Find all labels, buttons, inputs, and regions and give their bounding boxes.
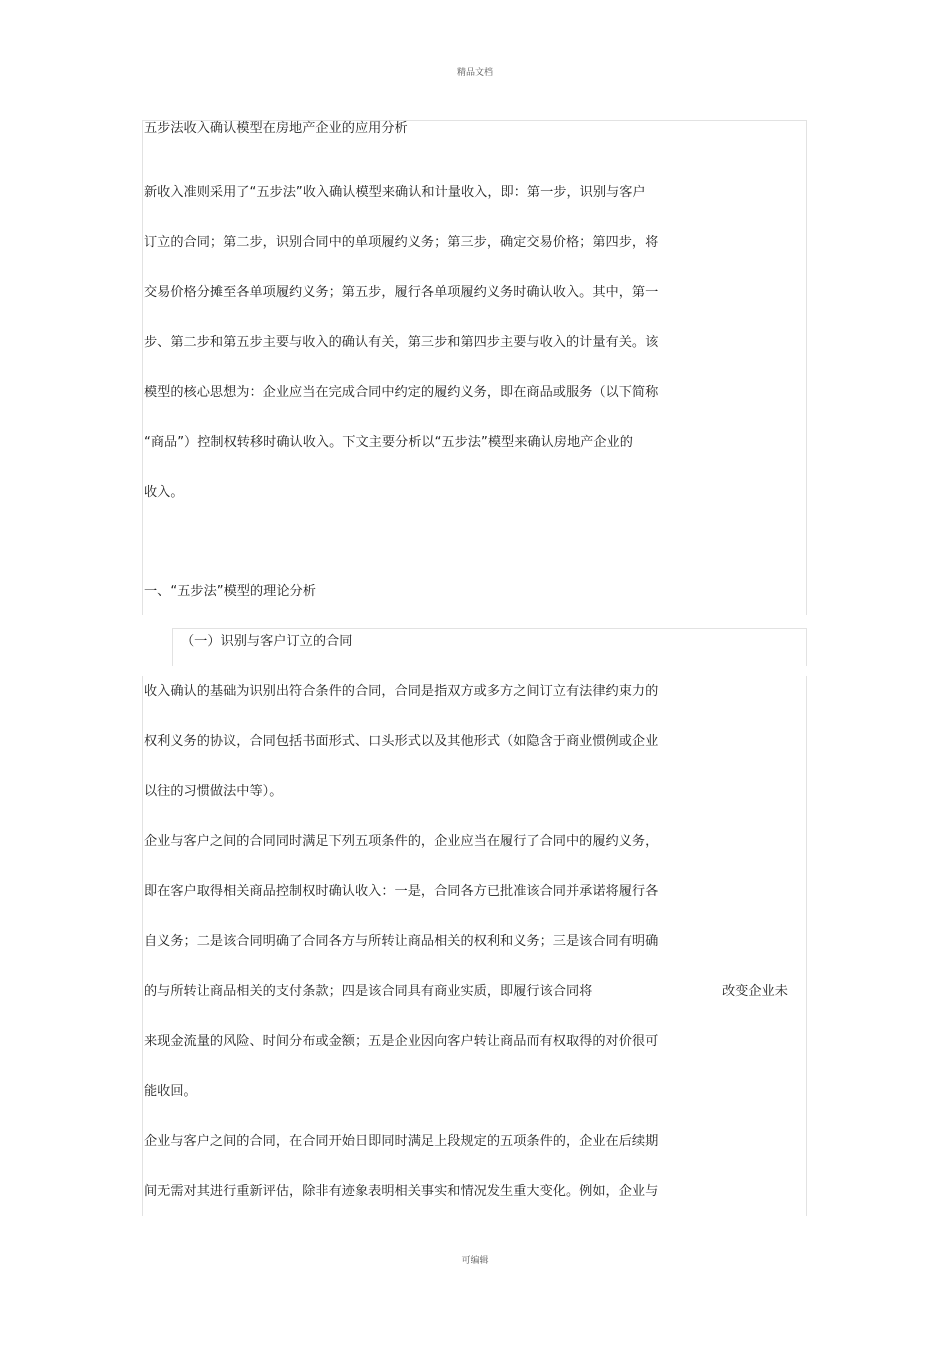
intro-line: 新收入准则采用了“五步法”收入确认模型来确认和计量收入，即：第一步，识别与客户 xyxy=(144,185,646,200)
document-title: 五步法收入确认模型在房地产企业的应用分析 xyxy=(144,121,408,136)
intro-line: 订立的合同；第二步，识别合同中的单项履约义务；第三步，确定交易价格；第四步，将 xyxy=(144,235,659,250)
section-heading: 一、“五步法”模型的理论分析 xyxy=(144,584,316,599)
subsection-heading: （一）识别与客户订立的合同 xyxy=(181,634,353,649)
paragraph1-line: 以往的习惯做法中等）。 xyxy=(144,784,283,799)
intro-line: 交易价格分摊至各单项履约义务；第五步，履行各单项履约义务时确认收入。其中，第一 xyxy=(144,285,659,300)
paragraph1-line: 权利义务的协议，合同包括书面形式、口头形式以及其他形式（如隐含于商业惯例或企业 xyxy=(144,734,659,749)
body-frame-left-border xyxy=(142,676,143,1216)
paragraph2-line: 的与所转让商品相关的支付条款；四是该合同具有商业实质，即履行该合同将 xyxy=(144,984,593,999)
frame-left-border xyxy=(142,120,143,615)
subsection-frame-left-border xyxy=(172,628,173,666)
header-mark: 精品文档 xyxy=(456,68,493,78)
paragraph2-line: 企业与客户之间的合同同时满足下列五项条件的，企业应当在履行了合同中的履约义务， xyxy=(144,834,659,849)
intro-line: “商品”）控制权转移时确认收入。下文主要分析以“五步法”模型来确认房地产企业的 xyxy=(144,435,633,450)
paragraph2-floating-text: 改变企业未 xyxy=(722,984,788,999)
footer-mark: 可编辑 xyxy=(461,1256,489,1266)
paragraph1-line: 收入确认的基础为识别出符合条件的合同，合同是指双方或多方之间订立有法律约束力的 xyxy=(144,684,659,699)
paragraph2-line: 来现金流量的风险、时间分布或金额；五是企业因向客户转让商品而有权取得的对价很可 xyxy=(144,1034,659,1049)
intro-line: 收入。 xyxy=(144,485,184,500)
paragraph2-line: 能收回。 xyxy=(144,1084,197,1099)
paragraph3-line: 间无需对其进行重新评估，除非有迹象表明相关事实和情况发生重大变化。例如，企业与 xyxy=(144,1184,659,1199)
intro-line: 步、第二步和第五步主要与收入的确认有关，第三步和第四步主要与收入的计量有关。该 xyxy=(144,335,659,350)
paragraph2-line: 自义务；二是该合同明确了合同各方与所转让商品相关的权利和义务；三是该合同有明确 xyxy=(144,934,659,949)
frame-right-border xyxy=(806,120,807,615)
paragraph3-line: 企业与客户之间的合同，在合同开始日即同时满足上段规定的五项条件的，企业在后续期 xyxy=(144,1134,659,1149)
body-frame-right-border xyxy=(806,676,807,1216)
paragraph2-line: 即在客户取得相关商品控制权时确认收入：一是，合同各方已批准该合同并承诺将履行各 xyxy=(144,884,659,899)
subsection-frame-top-border xyxy=(172,628,807,629)
intro-line: 模型的核心思想为：企业应当在完成合同中约定的履约义务，即在商品或服务（以下简称 xyxy=(144,385,659,400)
subsection-frame-right-border xyxy=(806,628,807,666)
